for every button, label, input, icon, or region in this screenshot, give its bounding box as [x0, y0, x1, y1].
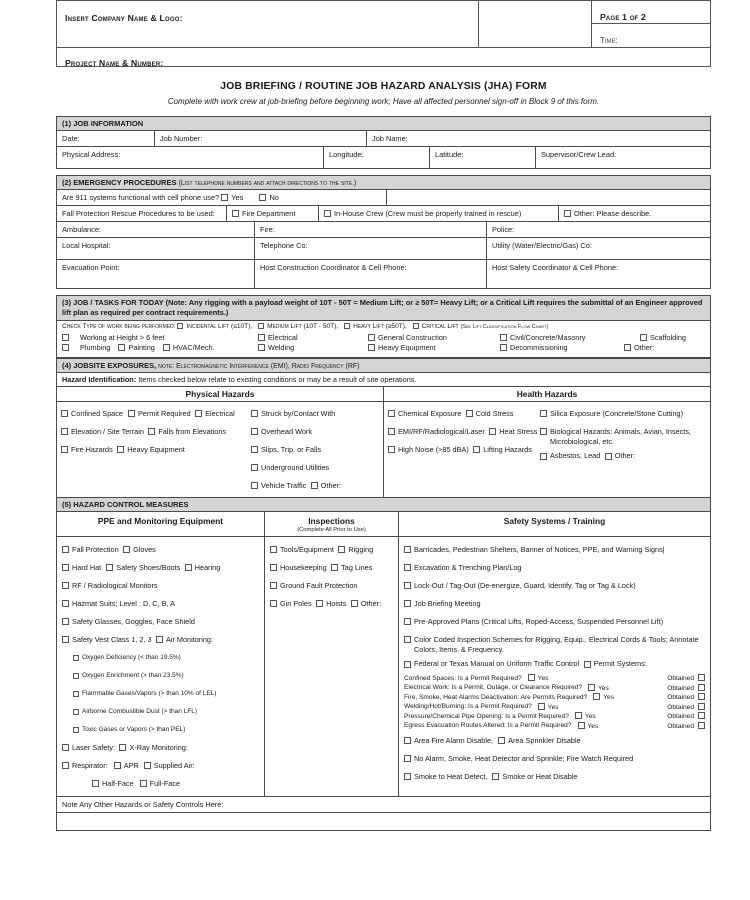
- checkbox-pipe-opening-obtained[interactable]: [698, 712, 705, 719]
- list-item: Gin Poles: [270, 599, 312, 609]
- list-item: Fall Protection: [62, 545, 119, 555]
- list-item: Other:: [351, 599, 381, 609]
- safety-systems-checklist: [399, 537, 710, 796]
- work-type-col-1b: Plumbing Painting HVAC/Mech.: [62, 343, 258, 354]
- field-job-number[interactable]: Job Number:: [155, 131, 367, 146]
- work-type-col-3b: Heavy Equipment: [368, 343, 500, 354]
- permit-row-confined-spaces: Confined Spaces: Is a Permit Required? Yes Obtained: [404, 674, 705, 682]
- checkbox-permit-systems[interactable]: [584, 661, 591, 668]
- checkbox-oxygen-enrichment[interactable]: [73, 673, 79, 679]
- checkbox-struck-by-contact[interactable]: [251, 410, 258, 417]
- section-2-title: (2) EMERGENCY PROCEDURES: [62, 178, 177, 187]
- checkbox-rf-radiological-monitors[interactable]: [62, 582, 69, 589]
- checkbox-hoists[interactable]: [316, 600, 323, 607]
- checkbox-confined-spaces-permit-yes[interactable]: [528, 674, 535, 681]
- list-item: Electrical: [195, 409, 235, 419]
- checkbox-emi-rf-radiological-laser[interactable]: [388, 428, 395, 435]
- checkbox-health-other[interactable]: [605, 453, 612, 460]
- checkbox-xray-monitoring[interactable]: [119, 744, 126, 751]
- checkbox-inspections-other[interactable]: [351, 600, 358, 607]
- list-item: Air Monitoring:: [156, 635, 213, 645]
- work-type-col-1: Working at Height > 6 feet: [62, 333, 258, 344]
- checkbox-smoke-to-heat-detect[interactable]: [404, 773, 411, 780]
- page-title: JOB BRIEFING / ROUTINE JOB HAZARD ANALYSIS (JHA) FORM: [220, 81, 547, 92]
- lift-label-incidental: Incidental Lift (≤10T),: [186, 322, 253, 330]
- hazard-id-label: Hazard Identification:: [62, 375, 137, 385]
- field-telephone-co[interactable]: Telephone Co:: [255, 238, 487, 259]
- list-item: Other:: [311, 481, 341, 491]
- list-item: Other:: [605, 451, 635, 461]
- list-item: Asbestos, Lead: [540, 451, 600, 461]
- title-block: [56, 67, 711, 116]
- checkbox-heat-stress[interactable]: [489, 428, 496, 435]
- checkbox-welding-obtained[interactable]: [698, 703, 705, 710]
- checkbox-critical-lift[interactable]: [413, 323, 419, 329]
- checkbox-vehicle-traffic[interactable]: [251, 482, 258, 489]
- project-name-field[interactable]: [57, 47, 710, 67]
- checkbox-work-other[interactable]: [624, 344, 631, 351]
- checkbox-oxygen-deficiency[interactable]: [73, 655, 79, 661]
- checkbox-egress-permit-yes[interactable]: [578, 722, 585, 729]
- inspections-column-header: Inspections (Complete All Prior to Use): [265, 512, 399, 536]
- list-item: Hoists: [316, 599, 346, 609]
- list-item: Laser Safety:: [62, 743, 115, 753]
- checkbox-biological-hazards[interactable]: [540, 428, 547, 435]
- lift-type-row: [56, 321, 711, 331]
- list-item: Biological Hazards: Animals, Avian, Insects, Microbiological, etc.: [540, 427, 706, 446]
- checkbox-heavy-lift[interactable]: [344, 323, 350, 329]
- time-field[interactable]: [592, 24, 710, 47]
- field-supervisor[interactable]: Supervisor/Crew Lead:: [541, 150, 617, 159]
- checkbox-decommissioning[interactable]: [500, 344, 507, 351]
- checkbox-fire-alarms-obtained[interactable]: [698, 693, 705, 700]
- work-type-col-5: Scaffolding: [640, 333, 705, 344]
- checkbox-in-house-crew[interactable]: [324, 210, 331, 217]
- checkbox-fall-protection[interactable]: [62, 546, 69, 553]
- list-item: Oxygen Deficiency (< than 19.5%): [73, 654, 181, 663]
- inspections-subtitle: (Complete All Prior to Use): [297, 527, 366, 534]
- list-item: Safety Vest Class 1, 2, 3: [62, 635, 152, 645]
- list-item: Fire Hazards: [61, 445, 113, 455]
- checkbox-medium-lift[interactable]: [258, 323, 264, 329]
- table-row: [57, 260, 710, 288]
- physical-hazards-col-1: [61, 404, 251, 494]
- inspections-checklist: [265, 537, 399, 796]
- checkbox-electrical-work[interactable]: [258, 334, 265, 341]
- checkbox-silica-exposure[interactable]: [540, 410, 547, 417]
- checkbox-overhead-work[interactable]: [251, 428, 258, 435]
- list-item: Confined Space Permit Required: [61, 409, 191, 419]
- field-utility-co[interactable]: Utility (Water/Electric/Gas) Co:: [492, 241, 592, 250]
- checkbox-flammable-gases[interactable]: [73, 691, 79, 697]
- list-item: Pre-Approved Plans (Critical Lifts, Roped-Access, Suspended Personnel Lift): [404, 617, 663, 627]
- list-item: Airborne Combustible Dust (> than LFL): [73, 708, 197, 717]
- checkbox-fire-hazards[interactable]: [61, 446, 68, 453]
- work-type-row-1: [62, 333, 705, 344]
- list-item: Vehicle Traffic: [251, 481, 306, 491]
- list-item: Overhead Work: [251, 427, 312, 437]
- list-item: Hard Hat Safety Shoes/Boots: [62, 563, 180, 573]
- checkbox-hard-hat[interactable]: [62, 564, 69, 571]
- health-hazards-header: Health Hazards: [516, 389, 578, 400]
- section-3-title: (3) JOB / TASKS FOR TODAY (Note: Any rigging with a payload weight of 10T - 50T = Medium Lift; or ≥ 50T= Heavy Lift; or a Critical Lift requires the submittal of an Engineer approved lift plan as required per contract requirements.): [62, 298, 703, 317]
- checkbox-fire-department[interactable]: [232, 210, 239, 217]
- form-bottom-blank-area[interactable]: [56, 813, 711, 831]
- company-name-label: Insert Company Name & Logo:: [65, 13, 183, 23]
- checkbox-lifting-hazards[interactable]: [473, 446, 480, 453]
- checkbox-permit-required[interactable]: [128, 410, 135, 417]
- list-item: No Alarm, Smoke, Heat Detector and Sprinkle; Fire Watch Required: [404, 754, 633, 764]
- section-4-note: note: Electromagnetic Interference (EMI), Radio Frequency (RF): [158, 363, 360, 371]
- field-evacuation-point[interactable]: Evacuation Point:: [57, 260, 255, 288]
- list-item: Flammable Gases/Vapors (> than 10% of LEL): [73, 690, 216, 699]
- checkbox-safety-glasses[interactable]: [62, 618, 69, 625]
- section-4-bar: [56, 358, 711, 373]
- checkbox-laser-safety[interactable]: [62, 744, 69, 751]
- checkbox-ground-fault-protection[interactable]: [270, 582, 277, 589]
- checkbox-hazmat-suits[interactable]: [62, 600, 69, 607]
- checkbox-other-rescue[interactable]: [564, 210, 571, 217]
- lift-label-medium: Medium Lift (10T - 50T),: [267, 322, 339, 330]
- checkbox-job-briefing-meeting[interactable]: [404, 600, 411, 607]
- checkbox-air-monitoring[interactable]: [156, 636, 163, 643]
- table-row: [57, 222, 710, 238]
- section-1-table: [56, 131, 711, 169]
- checkbox-hearing[interactable]: [185, 564, 192, 571]
- checkbox-chemical-exposure[interactable]: [388, 410, 395, 417]
- hazard-identification-row: [56, 373, 711, 387]
- checkbox-gloves[interactable]: [123, 546, 130, 553]
- checkbox-egress-obtained[interactable]: [698, 722, 705, 729]
- checkbox-no-alarm-fire-watch[interactable]: [404, 755, 411, 762]
- checkbox-painting[interactable]: [118, 344, 125, 351]
- permit-row-electrical-work: Electrical Work: Is a Permit, Outage, or Clearance Required? Yes Obtained: [404, 684, 705, 692]
- ppe-checklist: [57, 537, 265, 796]
- work-type-row-2: [62, 343, 705, 354]
- checkbox-safety-shoes-boots[interactable]: [106, 564, 113, 571]
- physical-hazards-header: Physical Hazards: [57, 387, 384, 401]
- field-fall-protection[interactable]: Fall Protection Rescue Procedures to be used:: [57, 206, 227, 221]
- field-911-blank[interactable]: [387, 190, 710, 205]
- work-type-col-4: Civil/Concrete/Masonry: [500, 333, 640, 344]
- list-item: Ground Fault Protection: [270, 581, 357, 591]
- checkbox-lock-out-tag-out[interactable]: [404, 582, 411, 589]
- air-monitoring-sublist: [62, 648, 259, 738]
- checkbox-area-sprinkler-disable[interactable]: [498, 737, 505, 744]
- table-row: [57, 238, 710, 260]
- list-item: Color Coded Inspection Schemes for Rigging, Equip., Electrical Cords & Tools; Annotate Colors, Items, & Frequency.: [404, 635, 705, 654]
- checkbox-safety-vest[interactable]: [62, 636, 69, 643]
- hazard-columns-header: [56, 387, 711, 402]
- permit-row-welding-hot-burning: Welding/Hot/Burning: Is a Permit Required? Yes Obtained: [404, 703, 705, 711]
- page-number: [592, 1, 710, 24]
- physical-hazards-col-2: [251, 404, 379, 494]
- list-item: Rigging: [338, 545, 373, 555]
- list-item: Elevation / Site Terrain: [61, 427, 144, 437]
- list-item: Gloves: [123, 545, 156, 555]
- checkbox-rigging[interactable]: [338, 546, 345, 553]
- list-item: Oxygen Enrichment (> than 23.5%): [73, 672, 184, 681]
- section-2-note: (List telephone numbers and attach directions to the site.): [178, 180, 357, 187]
- checkbox-welding-permit-yes[interactable]: [538, 703, 545, 710]
- checkbox-respirator-supplied-air[interactable]: [144, 762, 151, 769]
- section-1-bar: [56, 116, 711, 131]
- table-row: [57, 190, 710, 206]
- list-item: Federal or Texas Manual on Uniform Traffic Control: [404, 659, 579, 669]
- section-4-title: (4) JOBSITE EXPOSURES,: [62, 361, 157, 371]
- form-sheet: [56, 0, 711, 831]
- list-item: Area Fire Alarm Disable, Area Sprinkler Disable: [404, 736, 581, 746]
- ppe-column-header: PPE and Monitoring Equipment: [57, 512, 265, 536]
- checkbox-tag-lines[interactable]: [331, 564, 338, 571]
- checkbox-respirator[interactable]: [62, 762, 69, 769]
- list-item: Hazmat Suits; Level : D, C, B, A: [62, 599, 175, 609]
- table-row: [57, 206, 710, 222]
- hazard-checklists: [56, 402, 711, 498]
- physical-hazards-panel: [57, 402, 384, 497]
- list-item: Respirator: APR Supplied Air:: [62, 761, 195, 771]
- checkbox-scaffolding[interactable]: [640, 334, 647, 341]
- checkbox-toxic-gases[interactable]: [73, 727, 79, 733]
- checkbox-pre-approved-plans[interactable]: [404, 618, 411, 625]
- checkbox-fire-alarms-permit-yes[interactable]: [593, 693, 600, 700]
- checkbox-confined-spaces-obtained[interactable]: [698, 674, 705, 681]
- checkbox-housekeeping[interactable]: [270, 564, 277, 571]
- checkbox-area-fire-alarm-disable[interactable]: [404, 737, 411, 744]
- option-other-rescue[interactable]: Other: Please describe.: [559, 206, 710, 221]
- list-item: EMI/RF/Radiological/Laser: [388, 427, 485, 437]
- lift-label-heavy: Heavy Lift (≥50T),: [353, 322, 407, 330]
- list-item: Tag Lines: [331, 563, 372, 573]
- list-item: Smoke to Heat Detect, Smoke or Heat Disable: [404, 772, 577, 782]
- document-header: [56, 0, 711, 67]
- other-hazards-note-label: Note Any Other Hazards or Safety Controls Here:: [62, 800, 224, 810]
- work-type-col-2b: Welding: [258, 343, 368, 354]
- permit-row-egress-routes: Egress Evacuation Routes Altered: Is a Permit Required? Yes Obtained: [404, 722, 705, 730]
- section-1-title: (1) JOB INFORMATION: [62, 119, 144, 128]
- list-item: X-Ray Monitoring:: [119, 743, 187, 753]
- list-item: Cold Stress: [466, 409, 514, 419]
- health-hazards-col-1: [388, 404, 540, 494]
- checkbox-falls-from-elevations[interactable]: [148, 428, 155, 435]
- permit-row-pressure-chemical-pipe: Pressure/Chemical Pipe Opening: Is a Permit Required? Yes Obtained: [404, 712, 705, 720]
- header-logo-slot: [479, 1, 592, 47]
- time-label: Time:: [600, 36, 618, 45]
- list-item: Underground Utilities: [251, 463, 329, 473]
- checkbox-physical-other[interactable]: [311, 482, 318, 489]
- checkbox-heavy-equipment-hazard[interactable]: [117, 446, 124, 453]
- work-type-col-3: General Construction: [368, 333, 500, 344]
- field-police[interactable]: Police:: [492, 225, 515, 234]
- list-item: Barricades, Pedestrian Shelters, Banner of Notices, PPE, and Warning Signs|: [404, 545, 665, 555]
- field-date[interactable]: Date:: [57, 131, 155, 146]
- checkbox-civil-concrete-masonry[interactable]: [500, 334, 507, 341]
- section-5-bar: [56, 498, 711, 512]
- work-type-grid: [56, 331, 711, 359]
- list-item: Falls from Elevations: [148, 427, 226, 437]
- table-row: [57, 147, 710, 168]
- section-2-table: [56, 190, 711, 289]
- field-host-safety[interactable]: Host Safety Coordinator & Cell Phone:: [492, 263, 619, 272]
- list-item: Chemical Exposure: [388, 409, 461, 419]
- list-item: Safety Glasses, Goggles, Face Shield: [62, 617, 195, 627]
- checkbox-respirator-apr[interactable]: [114, 762, 121, 769]
- list-item: Permit Systems:: [584, 659, 647, 669]
- company-name-field[interactable]: [57, 1, 479, 47]
- section-2-bar: [56, 175, 711, 190]
- work-type-col-4b: Decommissioning: [500, 343, 640, 354]
- checkbox-slips-trips-falls[interactable]: [251, 446, 258, 453]
- option-in-house-crew[interactable]: In-House Crew (Crew must be properly trained in rescue): [319, 206, 559, 221]
- checkbox-half-face[interactable]: [92, 780, 99, 787]
- checkbox-excavation-trenching[interactable]: [404, 564, 411, 571]
- table-row: [57, 131, 710, 147]
- checkbox-heavy-equipment[interactable]: [368, 344, 375, 351]
- checkbox-elevation-site-terrain[interactable]: [61, 428, 68, 435]
- checkbox-barricades[interactable]: [404, 546, 411, 553]
- field-host-construction[interactable]: Host Construction Coordinator & Cell Phone:: [255, 260, 487, 288]
- checkbox-working-at-height[interactable]: [62, 334, 69, 341]
- hazard-id-text: Items checked below relate to existing conditions or may be a result of site operations.: [136, 375, 417, 385]
- lift-check-prefix: Check Type of work being performed:: [62, 322, 176, 330]
- checkbox-tools-equipment[interactable]: [270, 546, 277, 553]
- checkbox-911-no[interactable]: [259, 194, 266, 201]
- checkbox-general-construction[interactable]: [368, 334, 375, 341]
- permit-row-fire-alarms: Fire, Smoke, Heat Alarms Deactivation: Are Permits Required? Yes Obtained: [404, 693, 705, 701]
- field-latitude[interactable]: Latitude:: [430, 147, 536, 168]
- other-hazards-note-field[interactable]: [56, 797, 711, 813]
- checkbox-welding[interactable]: [258, 344, 265, 351]
- list-item: Excavation & Trenching Plan/Log: [404, 563, 522, 573]
- checkbox-color-coded-inspection[interactable]: [404, 636, 411, 643]
- list-item: Silica Exposure (Concrete/Stone Cutting): [540, 409, 683, 419]
- health-hazards-col-2: [540, 404, 706, 494]
- checkbox-smoke-or-heat-disable[interactable]: [492, 773, 499, 780]
- checkbox-electrical-permit-yes[interactable]: [588, 684, 595, 691]
- field-ambulance[interactable]: Ambulance:: [57, 222, 255, 237]
- field-physical-address[interactable]: Physical Address:: [57, 147, 324, 168]
- section-5-body: [56, 537, 711, 797]
- checkbox-911-yes[interactable]: [221, 194, 228, 201]
- page-number-label: Page 1 of 2: [600, 12, 646, 22]
- checkbox-pipe-opening-permit-yes[interactable]: [575, 712, 582, 719]
- checkbox-traffic-control-manual[interactable]: [404, 661, 411, 668]
- list-item: Hearing: [185, 563, 221, 573]
- list-item: Tools/Equipment: [270, 545, 334, 555]
- list-item: Toxic Gases or Vapors (> than PEL): [73, 726, 185, 735]
- field-job-name[interactable]: Job Name:: [372, 134, 408, 143]
- list-item: Lifting Hazards: [473, 445, 532, 455]
- work-type-col-2: Electrical: [258, 333, 368, 344]
- list-item: Lock-Out / Tag-Out (De-energize, Guard, Identify, Tag or Tag & Lock): [404, 581, 636, 591]
- checkbox-incidental-lift[interactable]: [177, 323, 183, 329]
- checkbox-gin-poles[interactable]: [270, 600, 277, 607]
- lift-flow-chart-note: (See Lift Classification Flow Chart): [460, 323, 549, 330]
- checkbox-combustible-dust[interactable]: [73, 709, 79, 715]
- list-item: High Noise (>85 dBA): [388, 445, 469, 455]
- checkbox-cold-stress[interactable]: [466, 410, 473, 417]
- checkbox-asbestos-lead[interactable]: [540, 453, 547, 460]
- checkbox-underground-utilities[interactable]: [251, 464, 258, 471]
- list-item: Heavy Equipment: [117, 445, 185, 455]
- list-item: Slips, Trip, or Falls: [251, 445, 321, 455]
- list-item: RF / Radiological Monitors: [62, 581, 158, 591]
- section-5-column-headers: [56, 512, 711, 537]
- work-type-col-5b: Other:: [640, 343, 705, 354]
- list-item: Housekeeping: [270, 563, 327, 573]
- checkbox-confined-space[interactable]: [61, 410, 68, 417]
- checkbox-plumbing[interactable]: [62, 344, 69, 351]
- section-5-title: (5) HAZARD CONTROL MEASURES: [62, 500, 189, 510]
- field-local-hospital[interactable]: Local Hospital:: [57, 238, 255, 259]
- section-3-bar: [56, 295, 711, 321]
- lift-label-critical: Critical Lift: [421, 322, 459, 330]
- checkbox-electrical-obtained[interactable]: [698, 684, 705, 691]
- field-longitude[interactable]: Longitude:: [324, 147, 430, 168]
- checkbox-electrical-hazard[interactable]: [195, 410, 202, 417]
- option-fire-department[interactable]: Fire Department: [227, 206, 319, 221]
- field-fire[interactable]: Fire:: [255, 222, 487, 237]
- list-item: Half-Face Full-Face: [62, 779, 180, 789]
- checkbox-hvac-mech[interactable]: [163, 344, 170, 351]
- page-subtitle: Complete with work crew at job-briefing before beginning work; Have all affected personnel sign-off in Block 9 of this form.: [167, 97, 600, 106]
- safety-column-header: Safety Systems / Training: [503, 516, 606, 527]
- list-item: Heat Stress: [489, 427, 537, 437]
- checkbox-full-face[interactable]: [140, 780, 147, 787]
- health-hazards-panel: [384, 402, 710, 497]
- field-911-question[interactable]: Are 911 systems functional with cell phone use? Yes No: [57, 190, 387, 205]
- project-name-label: Project Name & Number:: [65, 58, 164, 68]
- list-item: Job Briefing Meeting: [404, 599, 481, 609]
- checkbox-high-noise[interactable]: [388, 446, 395, 453]
- list-item: Struck by/Contact With: [251, 409, 335, 419]
